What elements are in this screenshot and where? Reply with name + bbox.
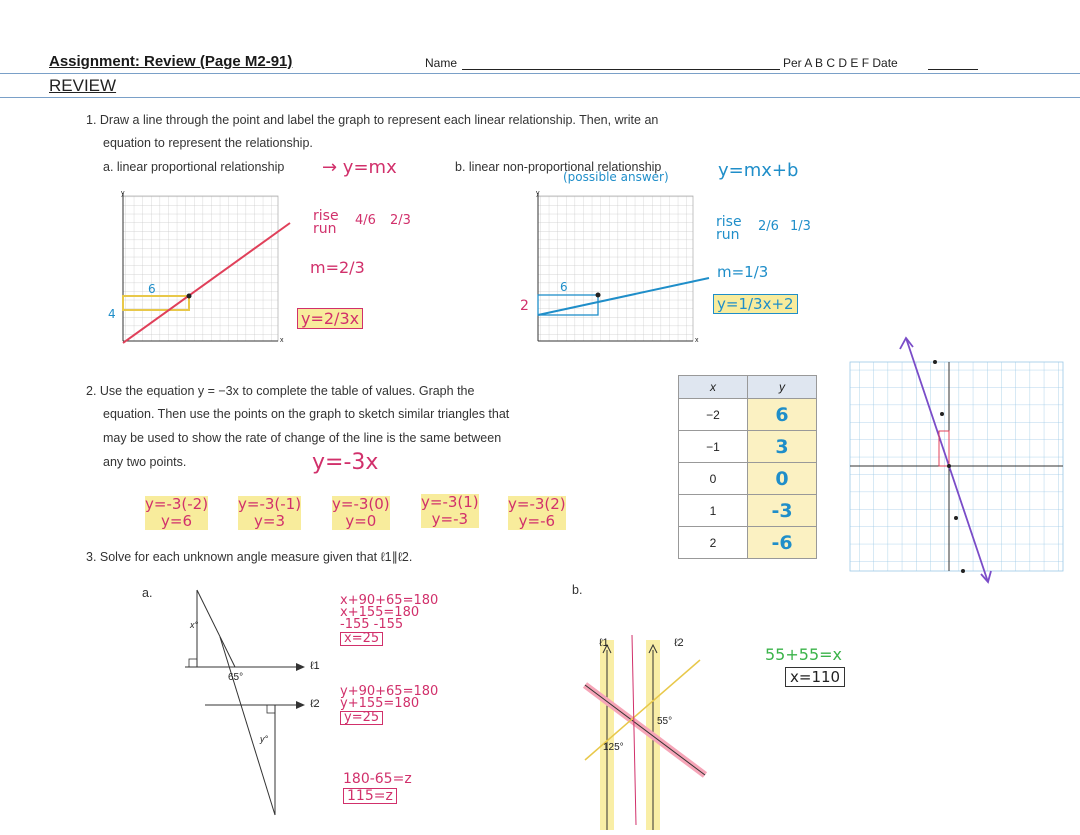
q1a-fraction1: 4/6 xyxy=(355,213,376,228)
table-row xyxy=(679,495,817,527)
table-row xyxy=(679,399,817,431)
q1a-fraction2: 2/3 xyxy=(390,213,411,228)
q2-values-table xyxy=(678,375,817,559)
q3a-line-l2: ℓ2 xyxy=(310,698,320,710)
q1a-hw-form: → y=mx xyxy=(322,157,397,178)
q3b-line-l1: ℓ1 xyxy=(599,637,609,649)
q1a-equation: y=2/3x xyxy=(297,308,363,329)
q1b-slope: m=1/3 xyxy=(717,263,769,281)
q2-prompt-line3: may be used to show the rate of change of the line is the same between xyxy=(103,431,502,445)
table-y-cell[interactable]: -3 xyxy=(748,495,817,527)
q3b-work-sum: 55+55=x xyxy=(765,645,842,664)
table-x-header: x xyxy=(679,376,748,399)
table-x-cell: 2 xyxy=(679,527,748,559)
q1b-fraction2: 1/3 xyxy=(790,219,811,234)
q2-prompt-line2: equation. Then use the points on the graph to sketch similar triangles that xyxy=(103,407,510,421)
graph-a-rise-label: 4 xyxy=(108,307,116,321)
table-y-cell[interactable]: 3 xyxy=(748,431,817,463)
graph-b-y-label: y xyxy=(536,190,540,197)
graph-a-y-label: y xyxy=(121,190,125,197)
q2-work-col5: y=-3(2) y=-6 xyxy=(508,495,566,530)
q1-prompt-line1: 1. Draw a line through the point and label the graph to represent each linear relationship. Then, write an xyxy=(86,113,659,127)
name-blank[interactable] xyxy=(462,69,780,70)
table-x-cell: −1 xyxy=(679,431,748,463)
table-x-cell: 0 xyxy=(679,463,748,495)
q3a-work-y: y+90+65=180 y+155=180 y=25 xyxy=(340,684,439,725)
graph-b-run-label: 6 xyxy=(560,280,568,294)
q1a-label: a. linear proportional relationship xyxy=(103,160,285,174)
table-row xyxy=(679,431,817,463)
q3a-figure xyxy=(150,585,330,820)
table-y-cell[interactable]: 0 xyxy=(748,463,817,495)
table-y-header: y xyxy=(748,376,817,399)
q2-hw-equation: y=-3x xyxy=(312,450,379,475)
q2-coordinate-graph xyxy=(845,335,1075,585)
section-rule xyxy=(0,97,1080,98)
q1b-hw-form: y=mx+b xyxy=(718,160,799,181)
q1a-slope: m=2/3 xyxy=(310,258,365,277)
q1-prompt-line2: equation to represent the relationship. xyxy=(103,136,313,150)
header-rule xyxy=(0,73,1080,74)
period-date-label: Per A B C D E F Date xyxy=(783,56,898,70)
q1b-equation: y=1/3x+2 xyxy=(713,294,798,314)
q3b-line-l2: ℓ2 xyxy=(674,637,684,649)
table-row xyxy=(679,463,817,495)
q3a-angle-y: y° xyxy=(260,734,269,744)
table-y-cell[interactable]: -6 xyxy=(748,527,817,559)
graph-a xyxy=(108,188,298,348)
q3b-label: b. xyxy=(572,583,583,597)
q3a-line-l1: ℓ1 xyxy=(310,660,320,672)
q3a-angle-x: x° xyxy=(190,620,199,630)
assignment-title: Assignment: Review (Page M2-91) xyxy=(49,53,293,70)
q2-work-col1: y=-3(-2) y=6 xyxy=(145,495,209,530)
table-row xyxy=(679,527,817,559)
q3-prompt: 3. Solve for each unknown angle measure given that ℓ1∥ℓ2. xyxy=(86,550,413,564)
q3b-angle-125: 125° xyxy=(603,742,624,753)
q3b-figure xyxy=(580,625,760,835)
q2-work-col2: y=-3(-1) y=3 xyxy=(238,495,302,530)
graph-a-run-label: 6 xyxy=(148,282,156,296)
graph-a-x-label: x xyxy=(280,337,284,344)
graph-b-x-label: x xyxy=(695,337,699,344)
q2-work-col4: y=-3(1) y=-3 xyxy=(421,493,479,528)
q3a-angle-65: 65° xyxy=(228,672,244,683)
q3a-work-x: x+90+65=180 x+155=180 -155 -155 x=25 xyxy=(340,593,439,646)
q3b-work-result: x=110 xyxy=(785,667,845,687)
q2-prompt-line4: any two points. xyxy=(103,455,187,469)
date-blank[interactable] xyxy=(928,69,978,70)
graph-b xyxy=(523,188,713,348)
q1b-hw-note: (possible answer) xyxy=(563,170,669,184)
q3a-label: a. xyxy=(142,586,153,600)
table-x-cell: 1 xyxy=(679,495,748,527)
q1b-label: b. linear non-proportional relationship xyxy=(455,160,662,174)
q3a-work-z: 180-65=z 115=z xyxy=(343,771,412,804)
graph-b-rise-label: 2 xyxy=(520,298,529,314)
section-title: REVIEW xyxy=(49,76,117,95)
name-label: Name xyxy=(425,56,458,70)
q1b-fraction1: 2/6 xyxy=(758,219,779,234)
table-y-cell[interactable]: 6 xyxy=(748,399,817,431)
q2-prompt-line1: 2. Use the equation y = −3x to complete the table of values. Graph the xyxy=(86,384,475,398)
q1b-rise-run: rise run xyxy=(716,214,742,243)
q3b-angle-55: 55° xyxy=(657,716,673,727)
q2-work-col3: y=-3(0) y=0 xyxy=(332,495,390,530)
table-x-cell: −2 xyxy=(679,399,748,431)
q1a-rise-run: rise run xyxy=(313,208,339,237)
